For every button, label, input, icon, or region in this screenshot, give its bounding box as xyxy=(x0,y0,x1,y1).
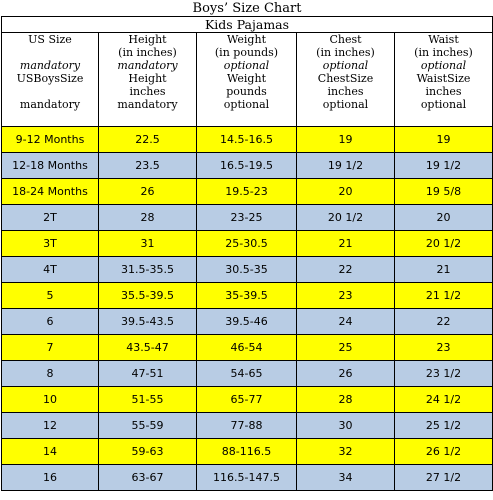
waist-cell: 25 1/2 xyxy=(395,413,493,439)
size-cell: 6 xyxy=(2,309,99,335)
col-unit: (in inches) xyxy=(99,46,197,59)
size-cell: 10 xyxy=(2,387,99,413)
col-field-unit: inches xyxy=(99,85,197,98)
size-cell: 16 xyxy=(2,465,99,491)
chest-cell: 34 xyxy=(297,465,395,491)
height-cell: 59-63 xyxy=(99,439,197,465)
size-cell: 14 xyxy=(2,439,99,465)
col-requirement: mandatory xyxy=(99,59,197,72)
weight-cell: 65-77 xyxy=(197,387,297,413)
table-row xyxy=(2,179,493,205)
table-row xyxy=(2,309,493,335)
col-requirement: optional xyxy=(197,59,297,72)
spacer-cell xyxy=(395,111,493,127)
chest-cell: 24 xyxy=(297,309,395,335)
waist-cell: 23 1/2 xyxy=(395,361,493,387)
size-cell: 12-18 Months xyxy=(2,153,99,179)
size-cell: 5 xyxy=(2,283,99,309)
header-spacer-row xyxy=(2,111,493,127)
header-row-6 xyxy=(2,98,493,111)
height-cell: 23.5 xyxy=(99,153,197,179)
table-row xyxy=(2,257,493,283)
col-field-name: ChestSize xyxy=(297,72,395,85)
col-field-requirement: optional xyxy=(297,98,395,111)
size-cell: 12 xyxy=(2,413,99,439)
weight-cell: 77-88 xyxy=(197,413,297,439)
weight-cell: 25-30.5 xyxy=(197,231,297,257)
table-row xyxy=(2,439,493,465)
col-header: Weight xyxy=(197,33,297,47)
waist-cell: 24 1/2 xyxy=(395,387,493,413)
table-row xyxy=(2,283,493,309)
spacer-cell xyxy=(297,111,395,127)
table-row xyxy=(2,413,493,439)
weight-cell: 46-54 xyxy=(197,335,297,361)
waist-cell: 23 xyxy=(395,335,493,361)
col-field-name: Weight xyxy=(197,72,297,85)
col-field-requirement: optional xyxy=(197,98,297,111)
weight-cell: 54-65 xyxy=(197,361,297,387)
size-cell: 3T xyxy=(2,231,99,257)
chest-cell: 19 1/2 xyxy=(297,153,395,179)
waist-cell: 21 xyxy=(395,257,493,283)
spacer-cell xyxy=(2,111,99,127)
size-cell: 4T xyxy=(2,257,99,283)
col-field-unit xyxy=(2,85,99,98)
spacer-cell xyxy=(197,111,297,127)
col-field-unit: inches xyxy=(395,85,493,98)
col-requirement: optional xyxy=(395,59,493,72)
col-field-name: Height xyxy=(99,72,197,85)
height-cell: 39.5-43.5 xyxy=(99,309,197,335)
col-requirement: mandatory xyxy=(2,59,99,72)
size-cell: 9-12 Months xyxy=(2,127,99,153)
weight-cell: 16.5-19.5 xyxy=(197,153,297,179)
table-row xyxy=(2,153,493,179)
col-field-requirement: mandatory xyxy=(2,98,99,111)
chest-cell: 30 xyxy=(297,413,395,439)
waist-cell: 22 xyxy=(395,309,493,335)
col-field-unit: pounds xyxy=(197,85,297,98)
height-cell: 31 xyxy=(99,231,197,257)
chest-cell: 26 xyxy=(297,361,395,387)
table-row xyxy=(2,335,493,361)
chest-cell: 23 xyxy=(297,283,395,309)
weight-cell: 19.5-23 xyxy=(197,179,297,205)
size-cell: 18-24 Months xyxy=(2,179,99,205)
col-header: Waist xyxy=(395,33,493,47)
height-cell: 28 xyxy=(99,205,197,231)
col-field-name: WaistSize xyxy=(395,72,493,85)
waist-cell: 19 xyxy=(395,127,493,153)
chest-cell: 25 xyxy=(297,335,395,361)
col-unit: (in inches) xyxy=(297,46,395,59)
chest-cell: 21 xyxy=(297,231,395,257)
chest-cell: 32 xyxy=(297,439,395,465)
weight-cell: 88-116.5 xyxy=(197,439,297,465)
col-field-requirement: optional xyxy=(395,98,493,111)
col-header: Chest xyxy=(297,33,395,47)
height-cell: 63-67 xyxy=(99,465,197,491)
table-row xyxy=(2,205,493,231)
col-header: Height xyxy=(99,33,197,47)
header-row-1 xyxy=(2,33,493,47)
height-cell: 55-59 xyxy=(99,413,197,439)
waist-cell: 20 xyxy=(395,205,493,231)
col-requirement: optional xyxy=(297,59,395,72)
chest-cell: 28 xyxy=(297,387,395,413)
col-unit: (in inches) xyxy=(395,46,493,59)
title-row xyxy=(2,0,493,17)
waist-cell: 19 1/2 xyxy=(395,153,493,179)
height-cell: 47-51 xyxy=(99,361,197,387)
height-cell: 31.5-35.5 xyxy=(99,257,197,283)
chest-cell: 20 1/2 xyxy=(297,205,395,231)
header-row-5 xyxy=(2,85,493,98)
subtitle-row xyxy=(2,17,493,33)
chest-cell: 19 xyxy=(297,127,395,153)
table-row xyxy=(2,465,493,491)
table-row xyxy=(2,231,493,257)
col-field-unit: inches xyxy=(297,85,395,98)
size-cell: 7 xyxy=(2,335,99,361)
col-unit: (in pounds) xyxy=(197,46,297,59)
size-cell: 8 xyxy=(2,361,99,387)
chest-cell: 22 xyxy=(297,257,395,283)
size-cell: 2T xyxy=(2,205,99,231)
weight-cell: 30.5-35 xyxy=(197,257,297,283)
waist-cell: 21 1/2 xyxy=(395,283,493,309)
weight-cell: 14.5-16.5 xyxy=(197,127,297,153)
waist-cell: 26 1/2 xyxy=(395,439,493,465)
size-chart-table xyxy=(1,0,493,491)
waist-cell: 19 5/8 xyxy=(395,179,493,205)
table-row xyxy=(2,387,493,413)
weight-cell: 39.5-46 xyxy=(197,309,297,335)
chart-subtitle: Kids Pajamas xyxy=(2,17,493,33)
col-field-name: USBoysSize xyxy=(2,72,99,85)
col-unit xyxy=(2,46,99,59)
height-cell: 26 xyxy=(99,179,197,205)
spacer-cell xyxy=(99,111,197,127)
height-cell: 35.5-39.5 xyxy=(99,283,197,309)
header-row-2 xyxy=(2,46,493,59)
table-row xyxy=(2,127,493,153)
height-cell: 22.5 xyxy=(99,127,197,153)
height-cell: 51-55 xyxy=(99,387,197,413)
weight-cell: 35-39.5 xyxy=(197,283,297,309)
header-row-4 xyxy=(2,72,493,85)
col-field-requirement: mandatory xyxy=(99,98,197,111)
chest-cell: 20 xyxy=(297,179,395,205)
waist-cell: 20 1/2 xyxy=(395,231,493,257)
weight-cell: 23-25 xyxy=(197,205,297,231)
header-row-3 xyxy=(2,59,493,72)
weight-cell: 116.5-147.5 xyxy=(197,465,297,491)
waist-cell: 27 1/2 xyxy=(395,465,493,491)
height-cell: 43.5-47 xyxy=(99,335,197,361)
col-header: US Size xyxy=(2,33,99,47)
table-row xyxy=(2,361,493,387)
chart-title: Boys’ Size Chart xyxy=(2,0,493,17)
